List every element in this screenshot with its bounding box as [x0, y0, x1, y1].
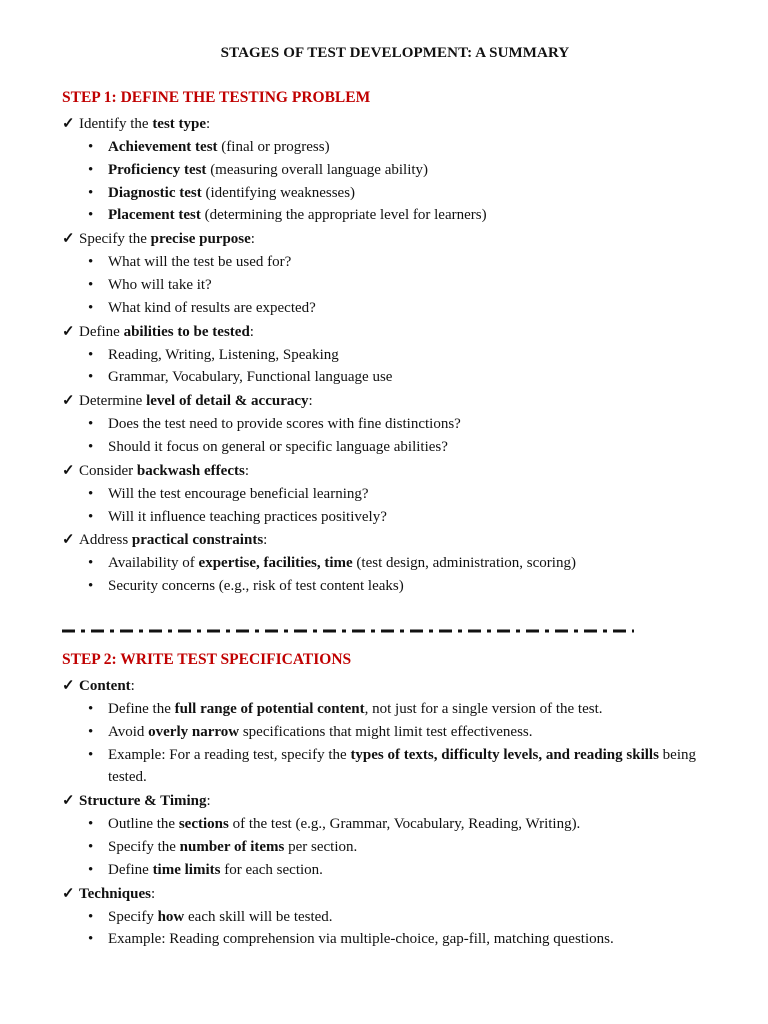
- bullet-keyword: how: [157, 908, 185, 925]
- checklist-item: [62, 790, 728, 812]
- checklist-keyword: practical constraints: [131, 532, 264, 549]
- checkmark-icon: ✓: [62, 793, 75, 810]
- bullet-list: [62, 698, 728, 789]
- bullet-text: Reading, Writing, Listening, Speaking: [108, 346, 339, 363]
- bullet-item: [108, 928, 728, 951]
- step2-groups: [62, 675, 728, 951]
- checkmark-icon: ✓: [62, 677, 75, 694]
- bullet-keyword: Placement test: [108, 207, 201, 224]
- checklist-item: [62, 883, 728, 905]
- bullet-text: Outline the: [108, 816, 179, 833]
- bullet-text: Should it focus on general or specific language abilities?: [108, 438, 448, 455]
- checkmark-icon: ✓: [62, 116, 75, 132]
- bullet-item: [108, 204, 728, 227]
- bullet-item: [108, 344, 728, 367]
- checkmark-icon: ✓: [62, 885, 75, 902]
- bullet-item: [108, 859, 728, 882]
- bullet-text: (determining the appropriate level for learners): [200, 207, 487, 224]
- bullet-text: (test design, administration, scoring): [352, 555, 576, 572]
- step2-section: [62, 650, 728, 951]
- bullet-item: [108, 251, 728, 274]
- checklist-keyword: level of detail & accuracy: [146, 393, 309, 410]
- checklist-text: Determine: [79, 393, 147, 410]
- bullet-text: Does the test need to provide scores with fine distinctions?: [108, 416, 461, 433]
- bullet-keyword: time limits: [152, 861, 221, 878]
- bullet-keyword: expertise, facilities, time: [198, 555, 353, 572]
- checklist-suffix: :: [308, 393, 313, 410]
- checklist-keyword: abilities to be tested: [123, 323, 250, 340]
- checklist-item: [62, 460, 728, 482]
- bullet-text: What kind of results are expected?: [108, 299, 316, 316]
- step2-heading: STEP 2: WRITE TEST SPECIFICATIONS: [62, 650, 352, 668]
- checklist-suffix: :: [150, 885, 156, 902]
- step1-heading: STEP 1: DEFINE THE TESTING PROBLEM: [62, 89, 371, 106]
- bullet-item: [108, 698, 728, 721]
- checklist-suffix: :: [244, 462, 249, 479]
- bullet-keyword: Proficiency test: [108, 161, 207, 178]
- bullet-text: Who will take it?: [108, 276, 212, 293]
- bullet-list: [62, 813, 728, 881]
- checklist-suffix: :: [249, 323, 254, 340]
- bullet-text: (measuring overall language ability): [206, 161, 429, 178]
- checklist-text: Address: [79, 532, 132, 549]
- bullet-text: Example: For a reading test, specify the: [108, 746, 351, 763]
- bullet-text: each skill will be tested.: [184, 908, 333, 925]
- bullet-item: [108, 159, 728, 182]
- bullet-keyword: Achievement test: [108, 139, 218, 155]
- bullet-text: Specify the: [108, 838, 180, 855]
- bullet-item: [108, 483, 728, 506]
- bullet-text: Define: [108, 861, 153, 878]
- bullet-keyword: overly narrow: [148, 723, 240, 740]
- bullet-item: [108, 366, 728, 389]
- checklist-item: [62, 675, 728, 697]
- bullet-item: [108, 721, 728, 744]
- bullet-text: (identifying weaknesses): [201, 184, 356, 201]
- checklist-suffix: :: [263, 532, 268, 549]
- bullet-item: [108, 744, 728, 790]
- bullet-text: being tested.: [108, 746, 696, 786]
- checklist-text: Identify the: [79, 116, 153, 132]
- bullet-item: [108, 413, 728, 436]
- bullet-text: specifications that might limit test effectiveness.: [239, 723, 533, 740]
- bullet-keyword: Diagnostic test: [108, 184, 202, 201]
- bullet-item: [108, 182, 728, 205]
- checklist-keyword: precise purpose: [150, 231, 251, 248]
- bullet-item: [108, 506, 728, 529]
- bullet-item: [108, 575, 728, 598]
- step1-section: [62, 88, 728, 598]
- checklist-suffix: :: [206, 793, 211, 810]
- bullet-keyword: types of texts, difficulty levels, and reading skills: [350, 746, 659, 763]
- bullet-text: Grammar, Vocabulary, Functional language use: [108, 369, 393, 386]
- checklist-suffix: :: [250, 231, 255, 248]
- checkmark-icon: ✓: [62, 532, 75, 549]
- section-divider: [62, 629, 634, 633]
- bullet-text: Avoid: [108, 723, 149, 740]
- checklist-text: Consider: [79, 462, 137, 479]
- bullet-text: Will the test encourage beneficial learning?: [108, 485, 369, 502]
- checklist-keyword: test type: [152, 116, 207, 132]
- bullet-text: Security concerns (e.g., risk of test content leaks): [108, 578, 404, 595]
- bullet-text: Example: Reading comprehension via multiple-choice, gap-fill, matching questions.: [108, 931, 614, 948]
- bullet-text: Availability of: [108, 555, 199, 572]
- checklist-item: [62, 113, 728, 135]
- checklist-keyword: backwash effects: [136, 462, 245, 479]
- bullet-item: [108, 274, 728, 297]
- checklist-text: Specify the: [79, 231, 151, 248]
- checklist-keyword: Techniques: [79, 885, 151, 902]
- checklist-suffix: :: [130, 677, 135, 694]
- bullet-list: [62, 136, 728, 227]
- checklist-keyword: Structure & Timing: [79, 793, 207, 810]
- checklist-item: [62, 390, 728, 412]
- bullet-text: Will it influence teaching practices positively?: [108, 508, 387, 525]
- checkmark-icon: ✓: [62, 393, 75, 410]
- bullet-list: [62, 906, 728, 952]
- bullet-keyword: number of items: [179, 838, 285, 855]
- bullet-item: [108, 297, 728, 320]
- checklist-item: [62, 529, 728, 551]
- checklist-item: [62, 321, 728, 343]
- step1-groups: [62, 113, 728, 598]
- bullet-list: [62, 251, 728, 319]
- checkmark-icon: ✓: [62, 462, 75, 479]
- bullet-item: [108, 552, 728, 575]
- bullet-item: [108, 836, 728, 859]
- bullet-text: (final or progress): [217, 139, 330, 155]
- bullet-text: for each section.: [220, 861, 323, 878]
- bullet-text: per section.: [284, 838, 358, 855]
- bullet-list: [62, 413, 728, 459]
- checklist-suffix: :: [206, 116, 211, 132]
- checkmark-icon: ✓: [62, 323, 75, 340]
- checklist-item: [62, 228, 728, 250]
- bullet-list: [62, 344, 728, 390]
- bullet-item: [108, 136, 728, 159]
- bullet-item: [108, 906, 728, 929]
- bullet-text: Define the: [108, 700, 175, 717]
- bullet-text: , not just for a single version of the test.: [364, 700, 603, 717]
- bullet-item: [108, 436, 728, 459]
- document-title: STAGES OF TEST DEVELOPMENT: A SUMMARY: [220, 45, 570, 61]
- bullet-text: Specify: [108, 908, 158, 925]
- checkmark-icon: ✓: [62, 231, 75, 248]
- bullet-keyword: full range of potential content: [174, 700, 365, 717]
- bullet-keyword: sections: [178, 816, 229, 833]
- bullet-list: [62, 552, 728, 598]
- checklist-keyword: Content: [79, 677, 131, 694]
- checklist-text: Define: [79, 323, 124, 340]
- bullet-list: [62, 483, 728, 529]
- bullet-text: of the test (e.g., Grammar, Vocabulary, Reading, Writing).: [228, 816, 581, 833]
- bullet-item: [108, 813, 728, 836]
- bullet-text: What will the test be used for?: [108, 254, 292, 271]
